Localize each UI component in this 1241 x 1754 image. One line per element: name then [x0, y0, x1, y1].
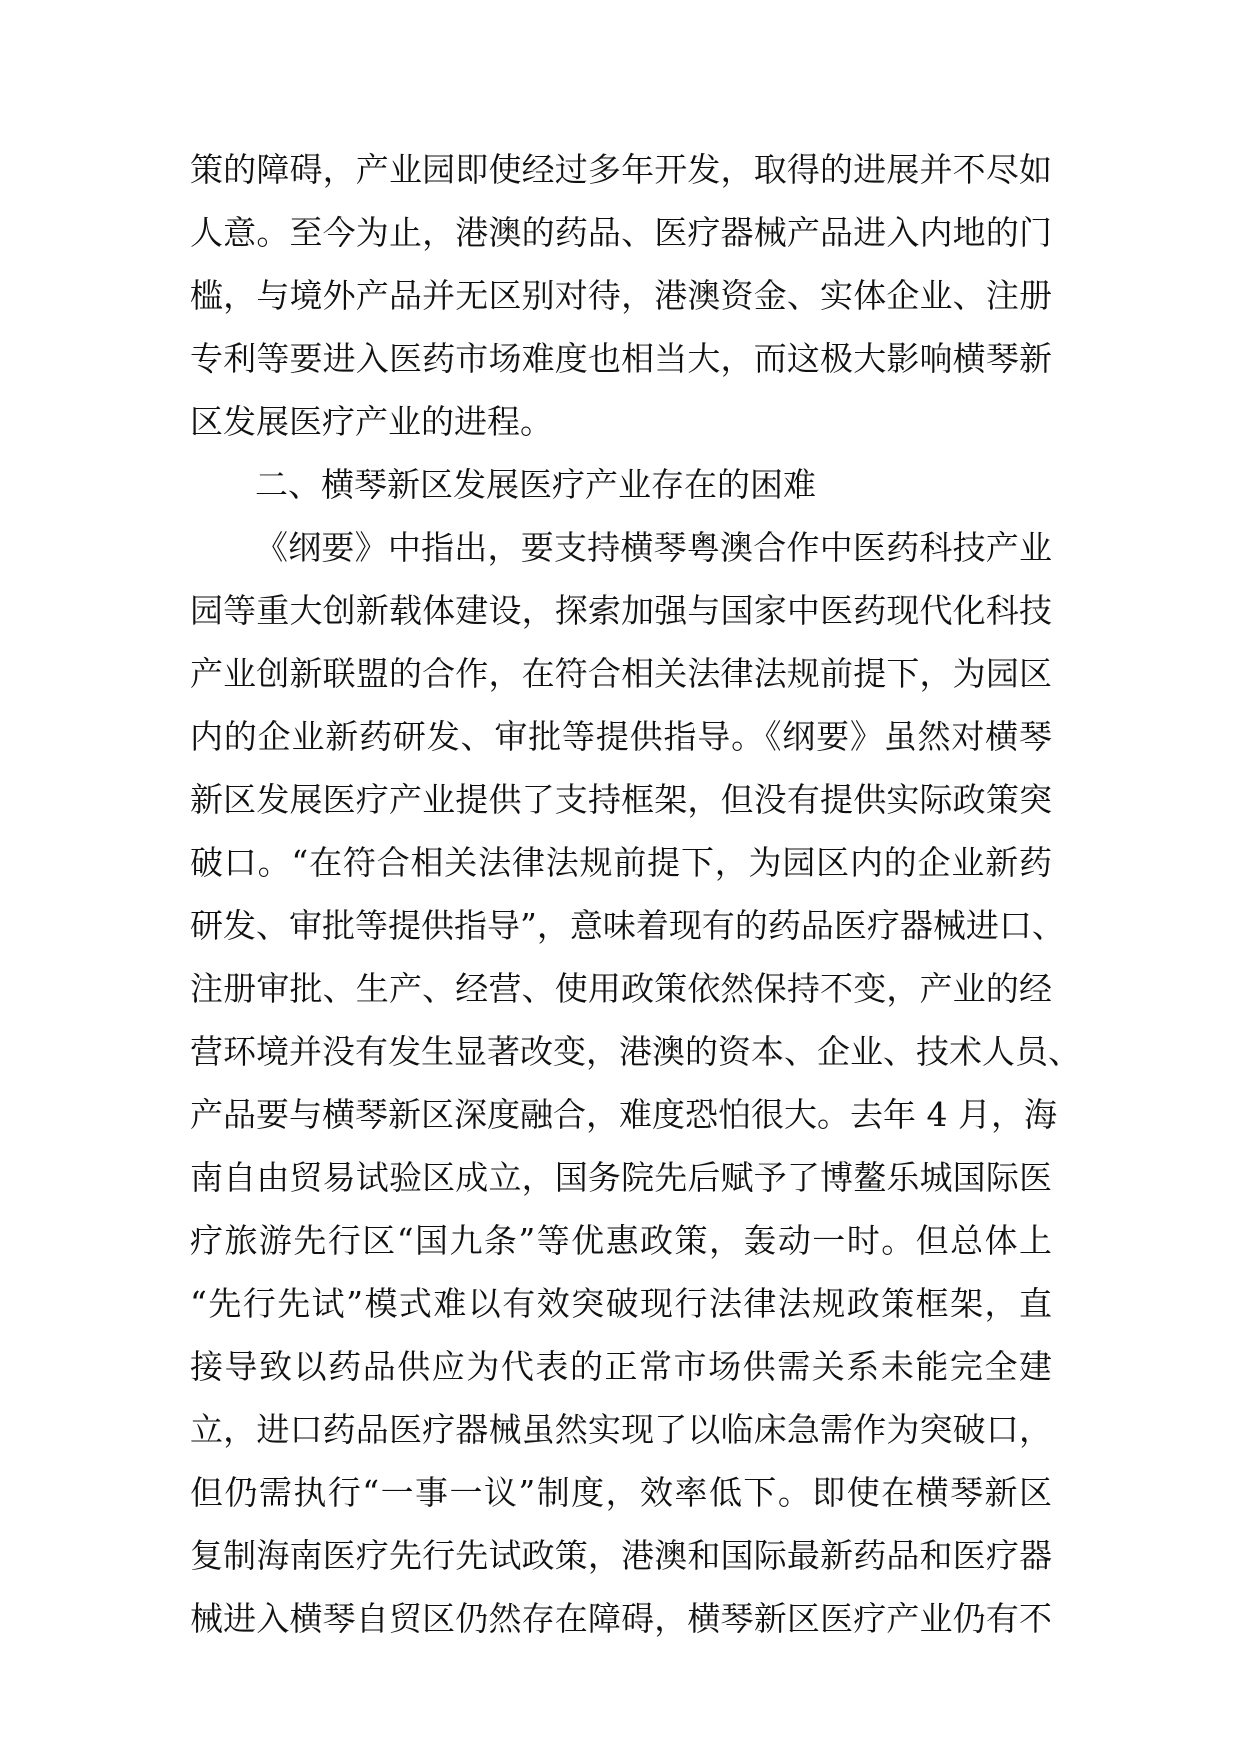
- paragraph-line: 产业创新联盟的合作，在符合相关法律法规前提下，为园区: [190, 654, 1052, 693]
- paragraph-line: 注册审批、生产、经营、使用政策依然保持不变，产业的经: [190, 969, 1052, 1008]
- paragraph-line: 南自由贸易试验区成立，国务院先后赋予了博鳌乐城国际医: [190, 1158, 1052, 1197]
- paragraph-line: 立，进口药品医疗器械虽然实现了以临床急需作为突破口，: [190, 1410, 1052, 1449]
- paragraph-line: 疗旅游先行区“国九条”等优惠政策，轰动一时。但总体上: [190, 1221, 1052, 1260]
- paragraph-line: 人意。至今为止，港澳的药品、医疗器械产品进入内地的门: [190, 213, 1052, 252]
- paragraph-line: 内的企业新药研发、审批等提供指导。《纲要》虽然对横琴: [190, 717, 1052, 756]
- paragraph-line: 产品要与横琴新区深度融合，难度恐怕很大。去年 4 月，海: [190, 1095, 1057, 1134]
- paragraph-line: 槛，与境外产品并无区别对待，港澳资金、实体企业、注册: [190, 276, 1052, 315]
- paragraph-line: 接导致以药品供应为代表的正常市场供需关系未能完全建: [190, 1347, 1052, 1386]
- paragraph-line: 械进入横琴自贸区仍然存在障碍，横琴新区医疗产业仍有不: [190, 1599, 1052, 1638]
- paragraph-line: 研发、审批等提供指导”，意味着现有的药品医疗器械进口、: [190, 906, 1065, 945]
- paragraph-line: 但仍需执行“一事一议”制度，效率低下。即使在横琴新区: [190, 1473, 1052, 1512]
- paragraph-line: 新区发展医疗产业提供了支持框架，但没有提供实际政策突: [190, 780, 1052, 819]
- paragraph-line: 园等重大创新载体建设，探索加强与国家中医药现代化科技: [190, 591, 1052, 630]
- paragraph-line: 营环境并没有发生显著改变，港澳的资本、企业、技术人员、: [190, 1032, 1081, 1071]
- paragraph-line: 策的障碍，产业园即使经过多年开发，取得的进展并不尽如: [190, 150, 1052, 189]
- paragraph-line: 区发展医疗产业的进程。: [190, 402, 553, 441]
- paragraph-line: 专利等要进入医药市场难度也相当大，而这极大影响横琴新: [190, 339, 1052, 378]
- section-heading: 二、横琴新区发展医疗产业存在的困难: [255, 465, 816, 504]
- paragraph-line: 《纲要》中指出，要支持横琴粤澳合作中医药科技产业: [255, 528, 1052, 567]
- paragraph-line: “先行先试”模式难以有效突破现行法律法规政策框架，直: [190, 1284, 1052, 1323]
- paragraph-line: 破口。“在符合相关法律法规前提下，为园区内的企业新药: [190, 843, 1052, 882]
- paragraph-line: 复制海南医疗先行先试政策，港澳和国际最新药品和医疗器: [190, 1536, 1052, 1575]
